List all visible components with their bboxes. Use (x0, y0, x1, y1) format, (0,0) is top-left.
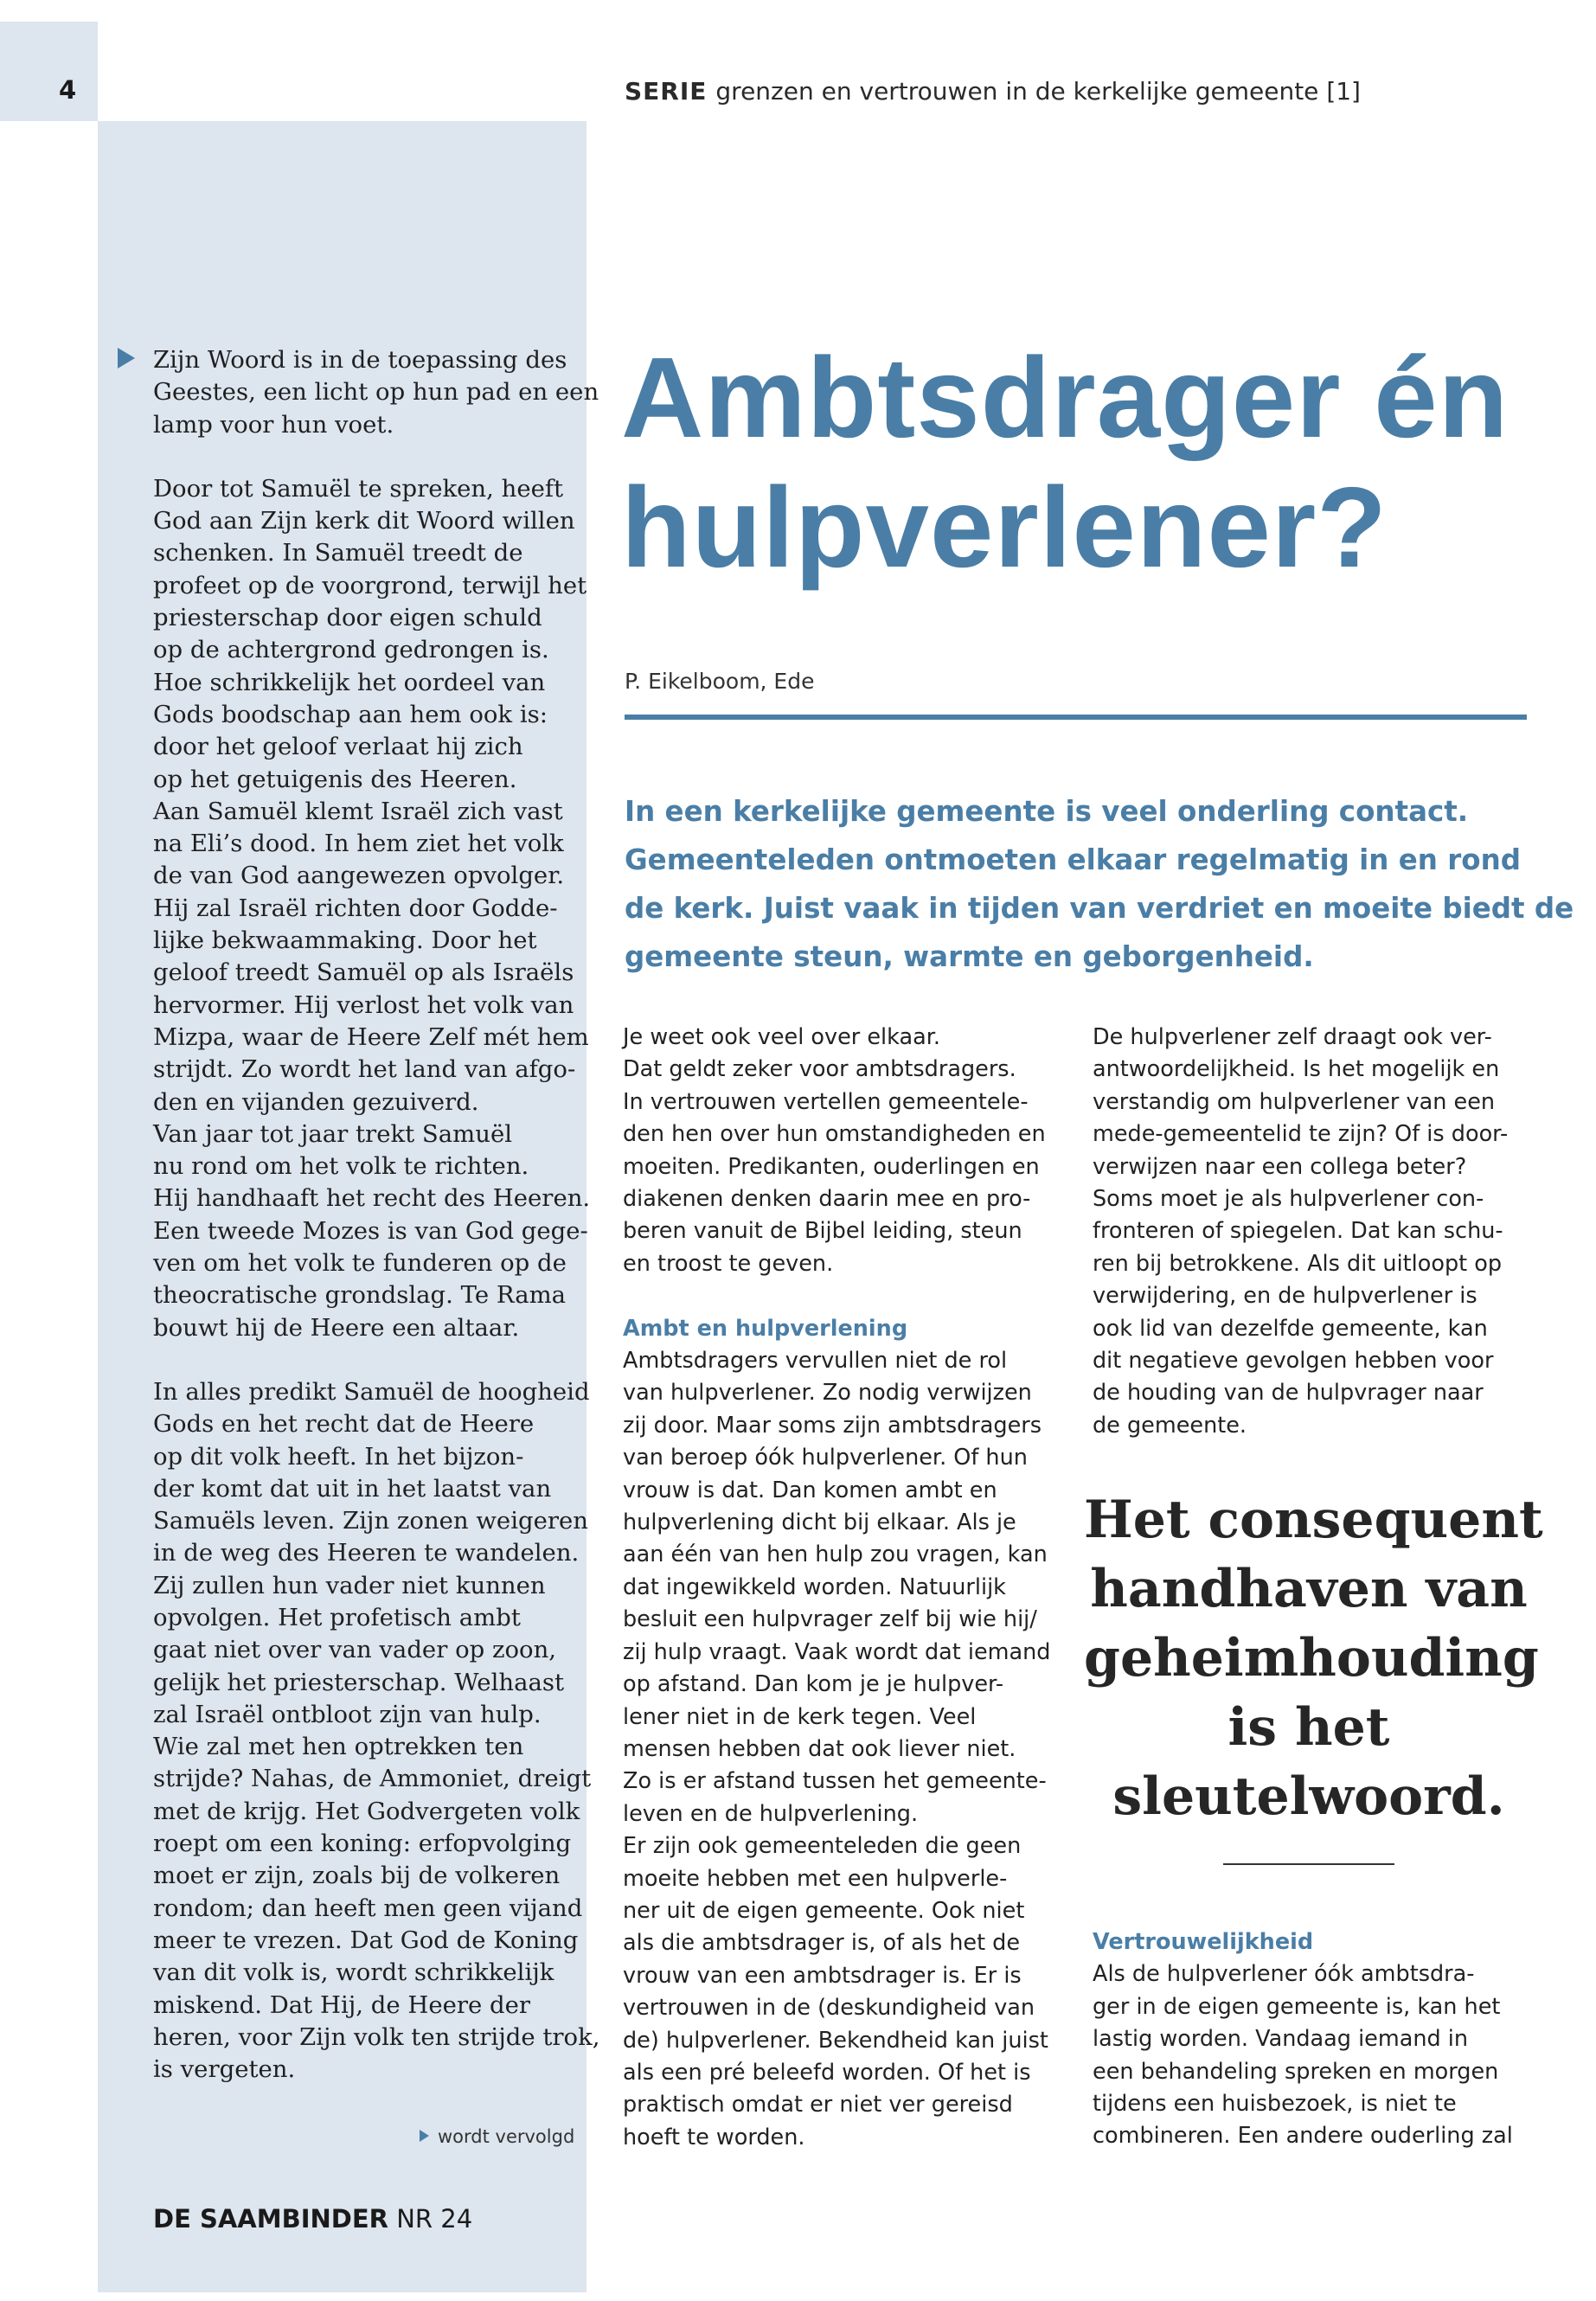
text-line: fronteren of spiegelen. Dat kan schu- (1093, 1218, 1503, 1245)
text-line: In alles predikt Samuël de hoogheid (153, 1377, 590, 1406)
text-line: vrouw van een ambtsdrager is. Er is (623, 1962, 1022, 1989)
text-line: der komt dat uit in het laatst van (153, 1474, 552, 1503)
text-line: zij hulp vraagt. Vaak wordt dat iemand (623, 1638, 1051, 1665)
text-line: Als de hulpverlener óók ambtsdra- (1093, 1961, 1475, 1988)
text-line: Samuëls leven. Zijn zonen weigeren (153, 1507, 589, 1535)
text-line: ren bij betrokkene. Als dit uitloopt op (1093, 1250, 1503, 1277)
text-line: bouwt hij de Heere een altaar. (153, 1313, 520, 1342)
text-line: de kerk. Juist vaak in tijden van verdriet en moeite biedt de (625, 892, 1574, 925)
text-line: sleutelwoord. (1112, 1766, 1505, 1827)
article-author: P. Eikelboom, Ede (625, 669, 815, 694)
text-line: vertrouwen in de (deskundigheid van (623, 1995, 1035, 2022)
column-1-body (623, 1345, 1094, 2154)
article-lead (625, 787, 1574, 981)
text-line: zal Israël ontbloot zijn van hulp. (153, 1700, 542, 1728)
text-line: In een kerkelijke gemeente is veel onderling contact. (625, 795, 1469, 828)
text-line: besluit een hulpvrager zelf bij wie hij/ (623, 1606, 1037, 1633)
magazine-name: DE SAAMBINDER (153, 2204, 388, 2234)
text-line: heren, voor Zijn volk ten strijde trok, (153, 2022, 600, 2051)
text-line: met de krijg. Het Godvergeten volk (153, 1797, 580, 1825)
text-line: hulpverlening dicht bij elkaar. Als je (623, 1509, 1016, 1536)
text-line: Een tweede Mozes is van God gege- (153, 1216, 588, 1245)
text-line: in de weg des Heeren te wandelen. (153, 1539, 580, 1567)
text-line: moeite hebben met een hulpverle- (623, 1865, 1008, 1892)
text-line: Gods boodschap aan hem ook is: (153, 700, 548, 728)
text-line: Wie zal met hen optrekken ten (153, 1733, 524, 1761)
text-line: moeiten. Predikanten, ouderlingen en (623, 1153, 1040, 1180)
subheading-vertrouwelijkheid: Vertrouwelijkheid (1093, 1929, 1314, 1955)
text-line: door het geloof verlaat hij zich (153, 733, 523, 761)
text-line: op afstand. Dan kom je je hulpver- (623, 1671, 1004, 1698)
text-line: is het (1227, 1697, 1390, 1758)
text-line: zij door. Maar soms zijn ambtsdragers (623, 1412, 1042, 1439)
article-column-2-tail (1093, 1926, 1564, 2153)
title-divider (625, 715, 1527, 720)
text-line: Van jaar tot jaar trekt Samuël (153, 1119, 513, 1148)
text-line: de gemeente. (1093, 1412, 1247, 1439)
text-line: leven en de hulpverlening. (623, 1800, 919, 1827)
text-line: dat ingewikkeld worden. Natuurlijk (623, 1574, 1006, 1600)
text-line: op dit volk heeft. In het bijzon- (153, 1442, 524, 1471)
text-line: In vertrouwen vertellen gemeentele- (623, 1088, 1029, 1115)
text-line: dit negatieve gevolgen hebben voor (1093, 1348, 1494, 1375)
text-line: van dit volk is, wordt schrikkelijk (153, 1958, 554, 1987)
sidebar-paragraph (153, 1376, 600, 2086)
text-line: profeet op de voorgrond, terwijl het (153, 571, 587, 599)
text-line: strijdt. Zo wordt het land van afgo- (153, 1055, 576, 1084)
text-line: Hij zal Israël richten door Godde- (153, 894, 558, 922)
text-line: de houding van de hulpvrager naar (1093, 1380, 1484, 1407)
text-line: lastig worden. Vandaag iemand in (1093, 2026, 1469, 2053)
text-line: Zij zullen hun vader niet kunnen (153, 1571, 546, 1599)
title-line: hulpverlener? (621, 464, 1388, 591)
text-line: Er zijn ook gemeenteleden die geen (623, 1833, 1022, 1860)
text-line: moet er zijn, zoals bij de volkeren (153, 1862, 561, 1890)
text-line: van beroep óók hulpverlener. Of hun (623, 1445, 1028, 1471)
column-1-intro (623, 1022, 1094, 1280)
text-line: als die ambtsdrager is, of als het de (623, 1930, 1021, 1957)
text-line: verstandig om hulpverlener van een (1093, 1088, 1496, 1115)
text-line: combineren. Een andere ouderling zal (1093, 2123, 1513, 2150)
play-arrow-icon (118, 348, 135, 369)
text-line: Gemeenteleden ontmoeten elkaar regelmatig in en rond (625, 843, 1522, 876)
magazine-footer (153, 2204, 472, 2234)
article-column-2 (1093, 1022, 1564, 1442)
column-2-body (1093, 1022, 1564, 1442)
text-line: Mizpa, waar de Heere Zelf mét hem (153, 1022, 589, 1051)
text-line: Gods en het recht dat de Heere (153, 1410, 535, 1439)
page-number-box (0, 22, 98, 121)
issue-number: NR 24 (396, 2204, 473, 2234)
sidebar-paragraph (153, 344, 599, 441)
text-line: Zijn Woord is in de toepassing des (153, 346, 567, 374)
article-title (621, 333, 1509, 593)
text-line: beren vanuit de Bijbel leiding, steun (623, 1218, 1022, 1245)
page-number: 4 (59, 75, 77, 105)
text-line: Door tot Samuël te spreken, heeft (153, 474, 564, 503)
text-line: Dat geldt zeker voor ambtsdragers. (623, 1056, 1016, 1083)
continued-label: wordt vervolgd (438, 2126, 575, 2147)
text-line: praktisch omdat er niet ver gereisd (623, 2092, 1013, 2118)
text-line: Het consequent (1084, 1490, 1543, 1550)
text-line: is vergeten. (153, 2055, 296, 2084)
text-line: verwijdering, en de hulpverlener is (1093, 1283, 1477, 1310)
text-line: gelijk het priesterschap. Welhaast (153, 1668, 565, 1696)
text-line: als een pré beleefd worden. Of het is (623, 2059, 1031, 2086)
text-line: lijke bekwaammaking. Door het (153, 926, 537, 955)
text-line: na Eli’s dood. In hem ziet het volk (153, 830, 564, 858)
text-line: en troost te geven. (623, 1250, 834, 1277)
text-line: mede-gemeentelid te zijn? Of is door- (1093, 1121, 1509, 1148)
text-line: een behandeling spreken en morgen (1093, 2058, 1499, 2085)
text-line: priesterschap door eigen schuld (153, 604, 542, 632)
play-arrow-icon (420, 2130, 429, 2142)
text-line: de van God aangewezen opvolger. (153, 862, 565, 890)
text-line: Ambtsdragers vervullen niet de rol (623, 1348, 1008, 1375)
text-line: God aan Zijn kerk dit Woord willen (153, 507, 575, 535)
text-line: theocratische grondslag. Te Rama (153, 1281, 567, 1310)
text-line: Hij handhaaft het recht des Heeren. (153, 1184, 591, 1213)
text-line: strijde? Nahas, de Ammoniet, dreigt (153, 1765, 592, 1793)
text-line: antwoordelijkheid. Is het mogelijk en (1093, 1056, 1500, 1083)
text-line: Aan Samuël klemt Israël zich vast (153, 797, 563, 825)
text-line: rondom; dan heeft men geen vijand (153, 1894, 583, 1922)
text-line: den en vijanden gezuiverd. (153, 1087, 479, 1116)
text-line: miskend. Dat Hij, de Heere der (153, 1990, 531, 2019)
text-line: nu rond om het volk te richten. (153, 1152, 529, 1181)
sidebar-paragraph (153, 473, 591, 1344)
text-line: van hulpverlener. Zo nodig verwijzen (623, 1380, 1032, 1407)
text-line: lamp voor hun voet. (153, 410, 394, 439)
text-line: Zo is er afstand tussen het gemeente- (623, 1768, 1047, 1795)
text-line: Soms moet je als hulpverlener con- (1093, 1186, 1484, 1213)
text-line: gemeente steun, warmte en geborgenheid. (625, 940, 1314, 973)
text-line: De hulpverlener zelf draagt ook ver- (1093, 1024, 1492, 1050)
column-2-tail-body (1093, 1958, 1564, 2152)
text-line: Je weet ook veel over elkaar. (623, 1024, 940, 1050)
series-header (625, 77, 1361, 106)
text-line: hervormer. Hij verlost het volk van (153, 990, 574, 1019)
text-line: geloof treedt Samuël op als Israëls (153, 958, 574, 987)
text-line: de) hulpverlener. Bekendheid kan juist (623, 2027, 1048, 2054)
text-line: ner uit de eigen gemeente. Ook niet (623, 1897, 1025, 1924)
text-line: lener niet in de kerk tegen. Veel (623, 1703, 977, 1730)
text-line: handhaven van (1090, 1559, 1528, 1619)
continued-note (420, 2126, 574, 2147)
text-line: ven om het volk te funderen op de (153, 1249, 567, 1278)
subheading-ambt: Ambt en hulpverlening (623, 1315, 908, 1342)
text-line: schenken. In Samuël treedt de (153, 539, 523, 567)
text-line: hoeft te worden. (623, 2124, 805, 2150)
text-line: diakenen denken daarin mee en pro- (623, 1186, 1031, 1213)
article-column-1 (623, 1022, 1094, 2154)
text-line: roept om een koning: erfopvolging (153, 1830, 572, 1858)
text-line: opvolgen. Het profetisch ambt (153, 1603, 521, 1631)
text-line: meer te vrezen. Dat God de Koning (153, 1926, 579, 1954)
text-line: vrouw is dat. Dan komen ambt en (623, 1477, 997, 1503)
text-line: verwijzen naar een collega beter? (1093, 1153, 1467, 1180)
sidebar-text (153, 344, 600, 2118)
quote-divider (1223, 1863, 1394, 1865)
series-label: SERIE (625, 77, 708, 106)
text-line: op de achtergrond gedrongen is. (153, 636, 549, 664)
text-line: den hen over hun omstandigheden en (623, 1121, 1046, 1148)
text-line: gaat niet over van vader op zoon, (153, 1636, 557, 1664)
text-line: ook lid van dezelfde gemeente, kan (1093, 1315, 1488, 1342)
text-line: op het getuigenis des Heeren. (153, 765, 517, 793)
text-line: ger in de eigen gemeente is, kan het (1093, 1993, 1501, 2020)
text-line: mensen hebben dat ook liever niet. (623, 1735, 1016, 1762)
text-line: tijdens een huisbezoek, is niet te (1093, 2091, 1457, 2118)
text-line: Geestes, een licht op hun pad en een (153, 378, 599, 407)
text-line: Hoe schrikkelijk het oordeel van (153, 668, 546, 696)
text-line: aan één van hen hulp zou vragen, kan (623, 1541, 1048, 1568)
series-title: grenzen en vertrouwen in de kerkelijke gemeente [1] (715, 77, 1361, 106)
title-line: Ambtsdrager én (621, 334, 1509, 461)
pull-quote (1084, 1485, 1543, 1831)
text-line: geheimhouding (1084, 1628, 1539, 1689)
